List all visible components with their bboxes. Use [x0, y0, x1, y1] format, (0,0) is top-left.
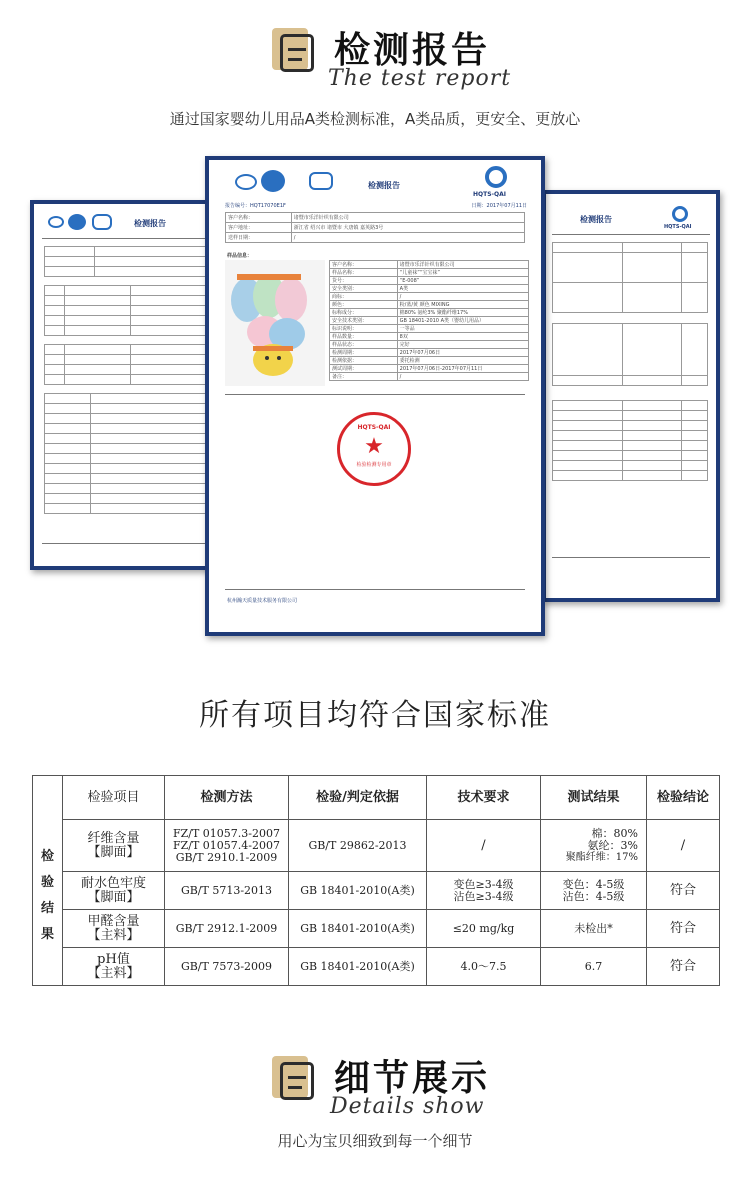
report-date: 日期：2017年07月11日 [471, 203, 527, 209]
header-basis: 检验/判定依据 [289, 776, 427, 820]
document-icon [272, 28, 318, 74]
official-stamp: HQTS-QAI ★ 检验检测专用章 [337, 412, 411, 486]
header-conclusion: 检验结论 [647, 776, 720, 820]
header-requirement: 技术要求 [427, 776, 541, 820]
row-group-label: 检 验 结 果 [33, 776, 63, 986]
sample-info-header: 样品信息： [227, 253, 253, 259]
section-title: 细节展示 [334, 1058, 491, 1099]
section-subtitle-en: Details show [330, 1094, 485, 1119]
test-results-table [32, 775, 720, 986]
section-tagline: 用心为宝贝细致到每一个细节 [277, 1132, 473, 1150]
header-result: 测试结果 [541, 776, 647, 820]
header-item: 检验项目 [63, 776, 165, 820]
report-page-center [205, 156, 545, 636]
table-row: 耐水色牢度 【脚面】 GB/T 5713-2013 GB 18401-2010(A类) 变色≥3-4级 沾色≥3-4级 变色：4-5级 沾色：4-5级 符合 [33, 872, 720, 910]
section-tagline: 通过国家婴幼儿用品A类检测标准，A类品质，更安全、更放心 [169, 110, 581, 128]
table-row: 纤维含量 【脚面】 FZ/T 01057.3-2007 FZ/T 01057.4-2007 GB/T 2910.1-2009 GB/T 29862-2013 / 棉：80% 氨纶：3% 聚酯纤维：17% / [33, 820, 720, 872]
cma-logo-icon [309, 172, 333, 190]
table-row: pH值 【主料】 GB/T 7573-2009 GB 18401-2010(A类) 4.0～7.5 6.7 符合 [33, 948, 720, 986]
sample-info-table: 客户名称： 诸暨市乐洋针织有限公司 样品名称： “儿童袜”“宝宝袜” 货号： “E-008” 安全类别： A类 商标： / 颜色： 粉/蓝/黄 颜色 MIXING 标称成分： 棉80% 氨纶3% 聚酯纤维17% 安全技术类别： GB 18401-2010 A类（婴幼儿用品） 标识说明： 一等品 样品数量： 8双 样品状态： 完好 检测周期： 2017年07月06日 检测依据： 委托检测 测试周期： 2017年07月06日-2017年07月11日 备注： / [329, 260, 529, 381]
hqts-logo-icon [485, 166, 507, 188]
section-title: 检测报告 [334, 30, 491, 71]
ilac-logo-icon [235, 174, 257, 190]
cnas-logo-icon [261, 170, 285, 192]
report-number: 报告编号：HQT17070E1F [225, 203, 286, 209]
table-row: 甲醛含量 【主料】 GB/T 2912.1-2009 GB 18401-2010(A类) ≤20 mg/kg 未检出* 符合 [33, 910, 720, 948]
section-heading-report [0, 0, 750, 110]
section-subtitle-en: The test report [328, 66, 512, 91]
socks-photo [225, 260, 325, 386]
report-page-right: 检测报告 HQTS-QAI [542, 190, 720, 602]
report-page-left: 检测报告 [30, 200, 220, 570]
org-name: HQTS-QAI [473, 191, 507, 198]
compliance-statement: 所有项目均符合国家标准 [199, 698, 551, 733]
document-icon [272, 1056, 318, 1102]
header-method: 检测方法 [165, 776, 289, 820]
star-icon: ★ [364, 434, 384, 459]
client-info-table: 客户名称： 诸暨市乐洋针织有限公司 客户地址： 浙江省 绍兴市 诸暨市 大唐镇 嘉英路3号 送样日期： / [225, 212, 525, 243]
doc-footer: 杭州瀚天质量技术服务有限公司 [227, 598, 298, 604]
report-title: 检测报告 [368, 181, 400, 190]
